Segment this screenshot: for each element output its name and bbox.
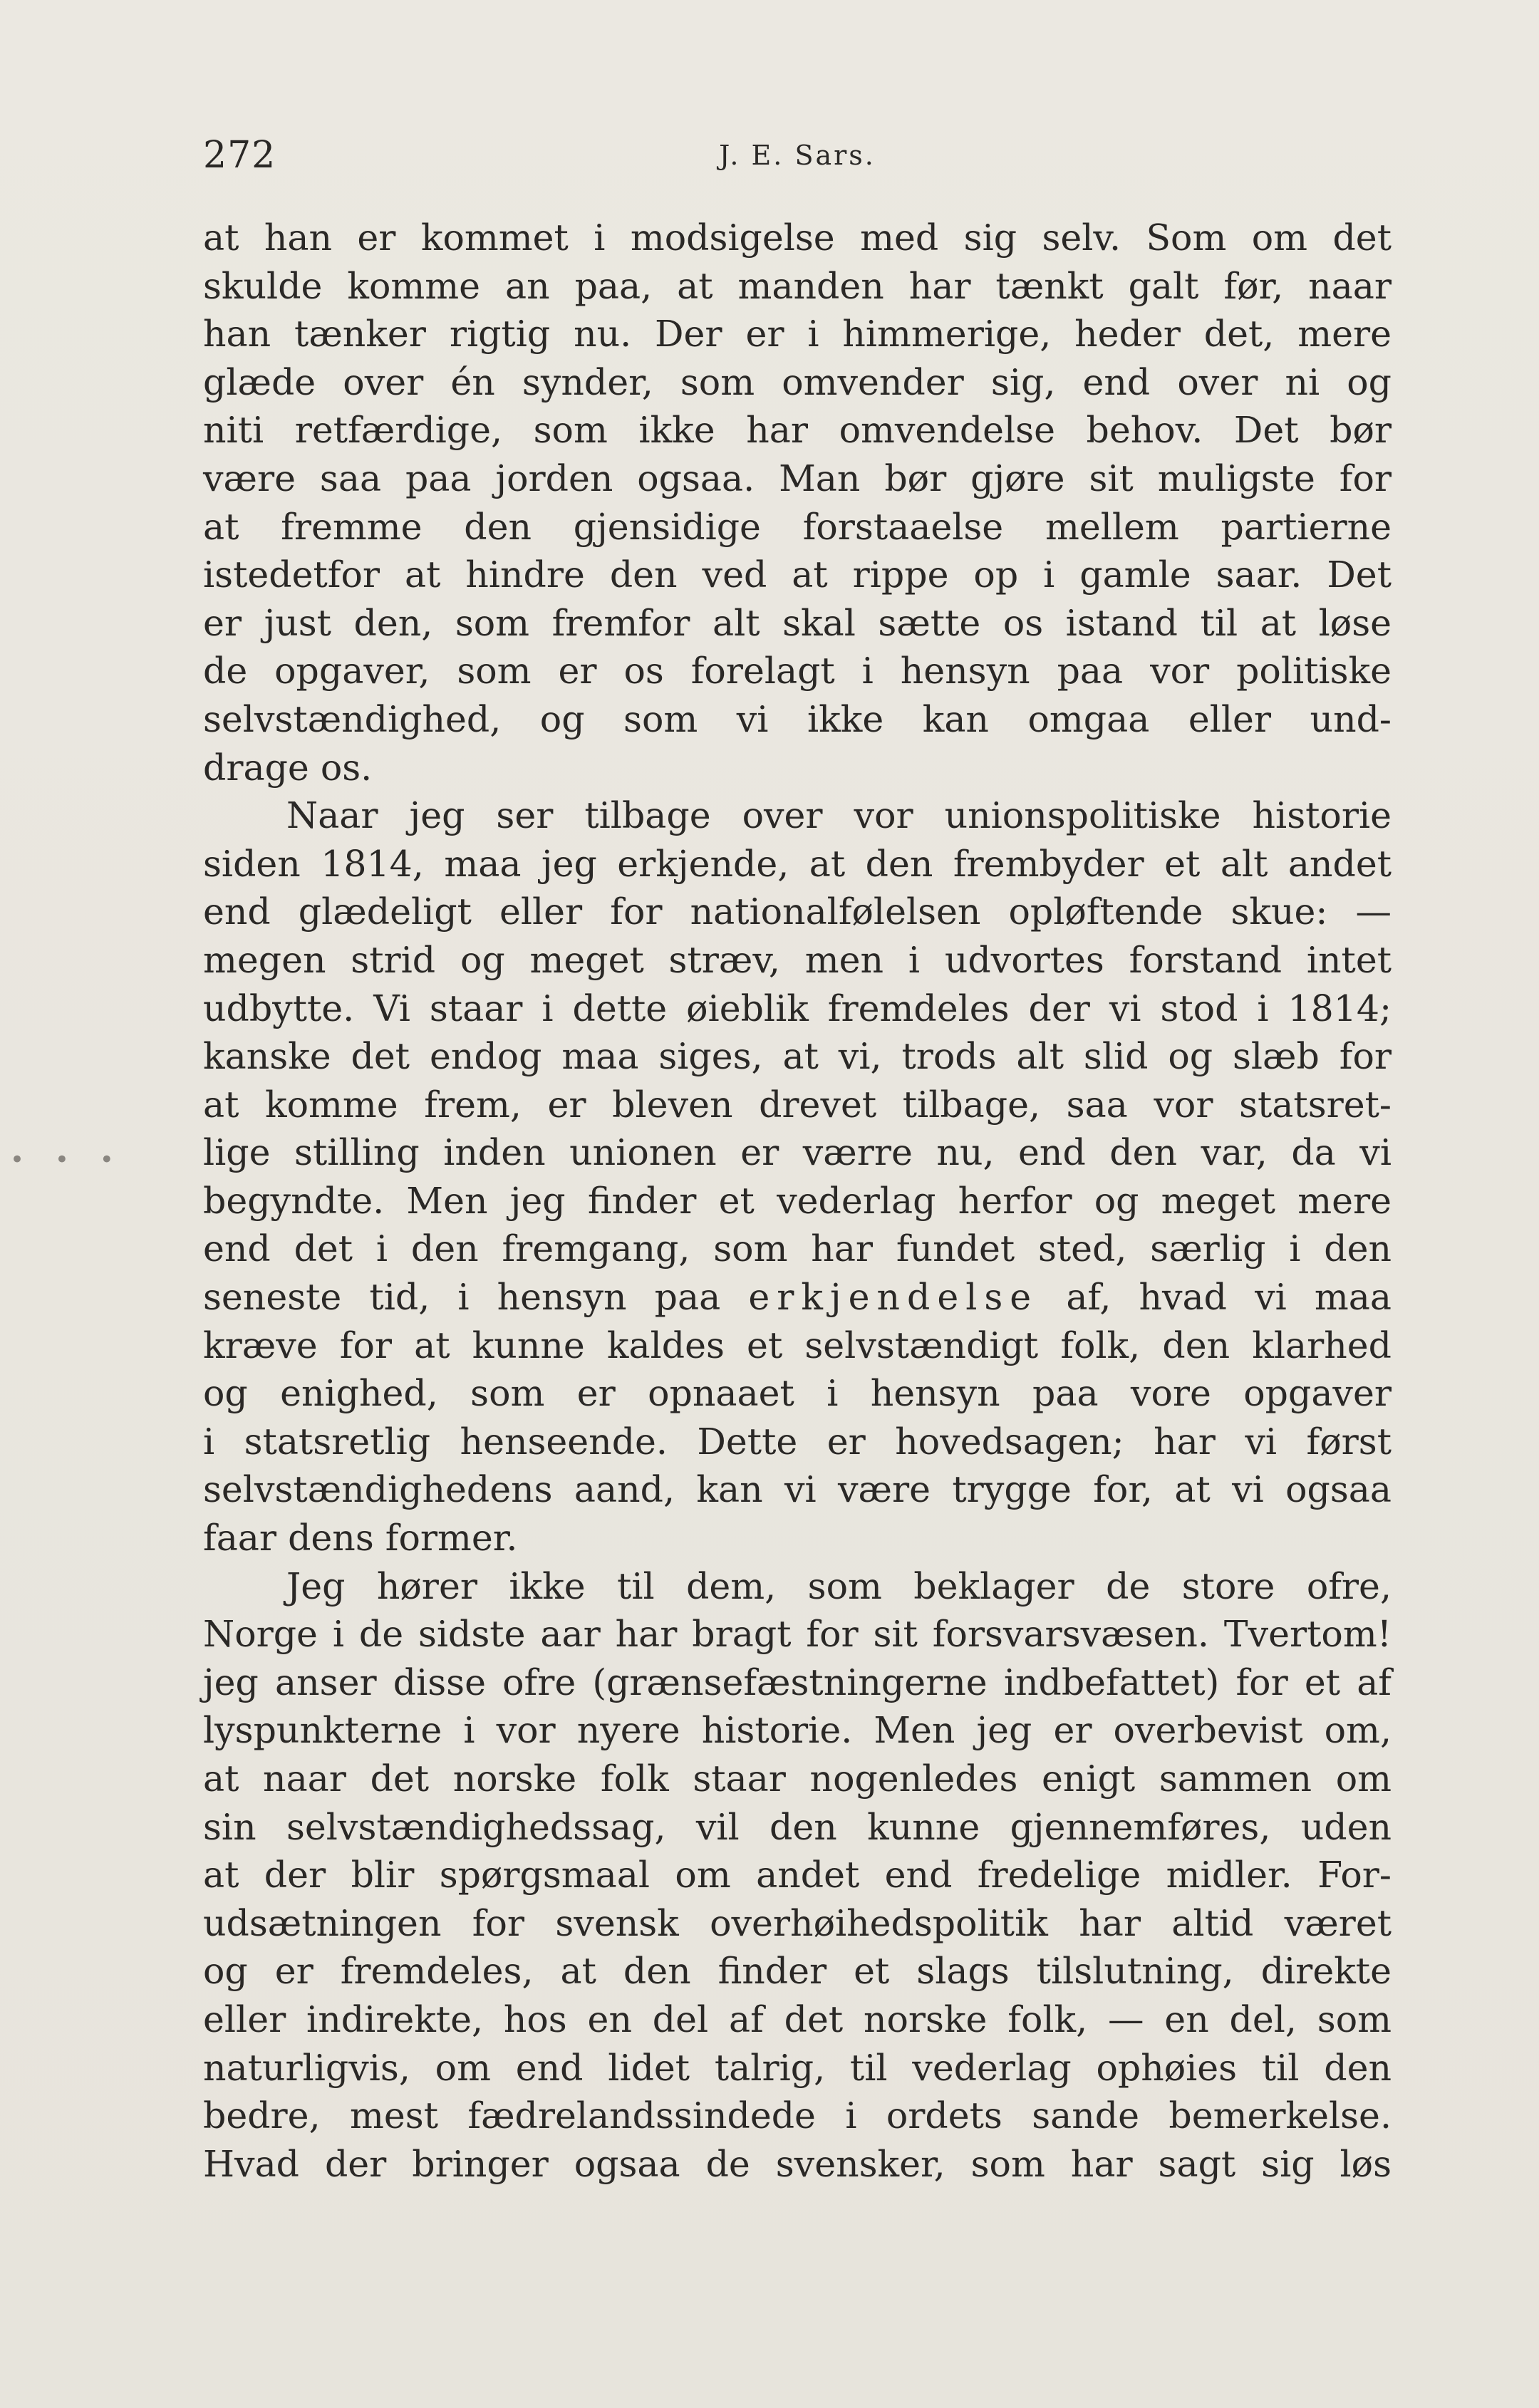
- text-line: at han er kommet i modsigelse med sig selv. Som om det: [203, 217, 1392, 259]
- running-title: J. E. Sars.: [719, 140, 876, 171]
- text-line: sin selvstændighedssag, vil den kunne gjennemføres, uden: [203, 1805, 1392, 1848]
- text-line: er just den, som fremfor alt skal sætte os istand til at løse: [203, 601, 1392, 644]
- text-line: udsætningen for svensk overhøihedspolitik har altid været: [203, 1901, 1392, 1944]
- text-line: end det i den fremgang, som har fundet sted, særlig i den: [203, 1228, 1392, 1270]
- text-line: de opgaver, som er os forelagt i hensyn paa vor politiske: [203, 650, 1392, 692]
- text-line: i statsretlig henseende. Dette er hovedsagen; har vi først: [203, 1420, 1392, 1463]
- text-line: skulde komme an paa, at manden har tænkt galt før, naar: [203, 264, 1392, 307]
- text-line: siden 1814, maa jeg erkjende, at den frembyder et alt andet: [203, 842, 1392, 885]
- text-line: naturligvis, om end lidet talrig, til vederlag ophøies til den: [203, 2046, 1392, 2089]
- body-text: [203, 214, 1392, 2188]
- text-line: være saa paa jorden ogsaa. Man bør gjøre sit muligste for: [203, 457, 1392, 499]
- text-line: at komme frem, er bleven drevet tilbage, saa vor statsret-: [203, 1083, 1392, 1126]
- text-line: lyspunkterne i vor nyere historie. Men jeg er overbevist om,: [203, 1709, 1392, 1752]
- text-line: begyndte. Men jeg finder et vederlag herfor og meget mere: [203, 1179, 1392, 1222]
- text-line: at naar det norske folk staar nogenledes enigt sammen om: [203, 1758, 1392, 1800]
- text-line: eller indirekte, hos en del af det norske folk, — en del, som: [203, 1998, 1392, 2040]
- margin-specks: • • •: [10, 1146, 125, 1174]
- text-line: kræve for at kunne kaldes et selvstændigt folk, den klarhed: [203, 1324, 1392, 1366]
- text-line: udbytte. Vi staar i dette øieblik fremdeles der vi stod i 1814;: [203, 987, 1392, 1029]
- text-line: end glædeligt eller for nationalfølelsen opløftende skue: —: [203, 891, 1392, 933]
- text-line: og enighed, som er opnaaet i hensyn paa vore opgaver: [203, 1372, 1392, 1415]
- text-line: han tænker rigtig nu. Der er i himmerige, heder det, mere: [203, 313, 1392, 356]
- page-number: 272: [203, 134, 276, 177]
- text-line: selvstændighedens aand, kan vi være trygge for, at vi ogsaa: [203, 1468, 1392, 1511]
- paragraph-start-line: Naar jeg ser tilbage over vor unionspolitiske historie: [286, 794, 1392, 837]
- paragraph-start-line: Jeg hører ikke til dem, som beklager de store ofre,: [286, 1564, 1392, 1607]
- text-line: niti retfærdige, som ikke har omvendelse behov. Det bør: [203, 409, 1392, 452]
- line-end: af, hvad vi maa: [1066, 1276, 1392, 1319]
- paragraph-end-line: drage os.: [203, 746, 373, 789]
- text-line: og er fremdeles, at den finder et slags tilslutning, direkte: [203, 1950, 1392, 1993]
- text-line: selvstændighed, og som vi ikke kan omgaa eller und-: [203, 697, 1392, 740]
- text-line-with-emphasis: [203, 1273, 1392, 1322]
- text-line: jeg anser disse ofre (grænsefæstningerne indbefattet) for et af: [203, 1661, 1392, 1703]
- paragraph-end-line: faar dens former.: [203, 1517, 518, 1560]
- emphasized-word: erkjendelse: [748, 1276, 1039, 1319]
- page-header: [203, 134, 1392, 184]
- line-start: seneste tid, i hensyn paa: [203, 1276, 721, 1319]
- text-line: megen strid og meget stræv, men i udvortes forstand intet: [203, 938, 1392, 981]
- text-line: Norge i de sidste aar har bragt for sit forsvarsvæsen. Tvertom!: [203, 1613, 1392, 1656]
- text-line: at fremme den gjensidige forstaaelse mellem partierne: [203, 505, 1392, 548]
- text-line: Hvad der bringer ogsaa de svensker, som har sagt sig løs: [203, 2142, 1392, 2185]
- text-line: glæde over én synder, som omvender sig, end over ni og: [203, 360, 1392, 403]
- text-line: lige stilling inden unionen er værre nu, end den var, da vi: [203, 1131, 1392, 1174]
- text-line: istedetfor at hindre den ved at rippe op i gamle saar. Det: [203, 554, 1392, 596]
- text-line: bedre, mest fædrelandssindede i ordets sande bemerkelse.: [203, 2095, 1392, 2137]
- text-line: kanske det endog maa siges, at vi, trods alt slid og slæb for: [203, 1035, 1392, 1078]
- text-line: at der blir spørgsmaal om andet end fredelige midler. For-: [203, 1854, 1392, 1896]
